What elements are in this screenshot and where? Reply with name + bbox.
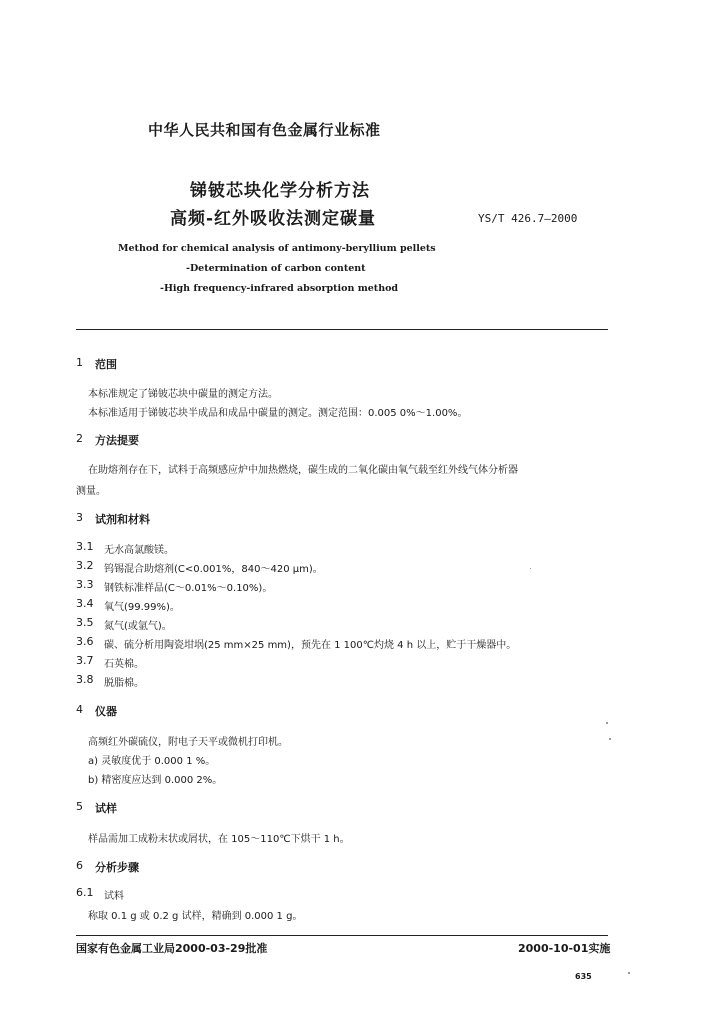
item-text: 无水高氯酸镁。 — [104, 545, 174, 556]
section-title: 方法提要 — [95, 434, 139, 447]
paragraph: 高频红外碳硫仪，附电子天平或微机打印机。 — [88, 737, 288, 748]
scan-speck — [609, 738, 611, 740]
paragraph: 本标准规定了锑铍芯块中碳量的测定方法。 — [88, 389, 278, 400]
scan-speck — [606, 722, 608, 724]
english-title-line2: -Determination of carbon content — [186, 263, 366, 274]
section-title: 试剂和材料 — [95, 513, 150, 526]
paragraph: 本标准适用于锑铍芯块半成品和成品中碳量的测定。测定范围：0.005 0%～1.00%。 — [88, 408, 468, 419]
item-text: 碳、硫分析用陶瓷坩埚(25 mm×25 mm)，预先在 1 100℃灼烧 4 h 以上，贮于干燥器中。 — [104, 640, 517, 651]
item-number: 3.7 — [76, 654, 94, 667]
document-title-line2: 高频-红外吸收法测定碳量 — [170, 209, 377, 229]
paragraph: 测量。 — [76, 486, 106, 497]
item-text: 脱脂棉。 — [104, 678, 144, 689]
english-title-line3: -High frequency-infrared absorption method — [160, 283, 399, 294]
section-title: 范围 — [95, 358, 117, 371]
item-number: 3.3 — [76, 578, 94, 591]
section-number: 2 — [76, 432, 83, 445]
scan-speck — [530, 568, 531, 569]
item-text: 钨锡混合助熔剂(C<0.001%，840～420 μm)。 — [104, 564, 323, 575]
section-title: 仪器 — [95, 705, 117, 718]
item-number: 3.2 — [76, 559, 94, 572]
paragraph: 在助熔剂存在下，试料于高频感应炉中加热燃烧，碳生成的二氧化碳由氧气载至红外线气体分析器 — [88, 465, 518, 476]
item-text: 钢铁标准样品(C～0.01%～0.10%)。 — [104, 583, 273, 594]
item-text: 氮气(或氩气)。 — [104, 621, 172, 632]
item-text: 氧气(99.99%)。 — [104, 602, 180, 613]
item-number: 3.5 — [76, 616, 94, 629]
item-number: 3.8 — [76, 673, 94, 686]
page-number: 635 — [575, 972, 592, 981]
scan-speck — [628, 972, 630, 974]
item-number: 3.1 — [76, 540, 94, 553]
item-text: 石英棉。 — [104, 659, 144, 670]
section-number: 3 — [76, 511, 83, 524]
section-title: 分析步骤 — [95, 861, 139, 874]
implementation-date: 2000-10-01实施 — [518, 942, 611, 955]
section-number: 4 — [76, 703, 83, 716]
section-number: 5 — [76, 800, 83, 813]
standard-name: 中华人民共和国有色金属行业标准 — [148, 121, 381, 139]
english-title-line1: Method for chemical analysis of antimony-beryllium pellets — [118, 243, 436, 254]
footer-rule — [76, 935, 608, 936]
header-rule — [76, 329, 608, 330]
approval-date: 国家有色金属工业局2000-03-29批准 — [76, 942, 268, 955]
subsection-title: 试料 — [104, 891, 124, 902]
item-number: 3.4 — [76, 597, 94, 610]
sub-item-b: b) 精密度应达到 0.000 2%。 — [88, 775, 223, 786]
item-number: 3.6 — [76, 635, 94, 648]
standard-code: YS/T 426.7—2000 — [478, 212, 578, 225]
section-number: 6 — [76, 859, 83, 872]
section-title: 试样 — [95, 802, 117, 815]
subsection-number: 6.1 — [76, 886, 94, 899]
section-number: 1 — [76, 356, 83, 369]
sub-item-a: a) 灵敏度优于 0.000 1 %。 — [88, 756, 216, 767]
paragraph: 样品需加工成粉末状或屑状，在 105～110℃下烘干 1 h。 — [88, 834, 350, 845]
paragraph: 称取 0.1 g 或 0.2 g 试样，精确到 0.000 1 g。 — [88, 911, 303, 922]
document-title-line1: 锑铍芯块化学分析方法 — [190, 181, 370, 201]
